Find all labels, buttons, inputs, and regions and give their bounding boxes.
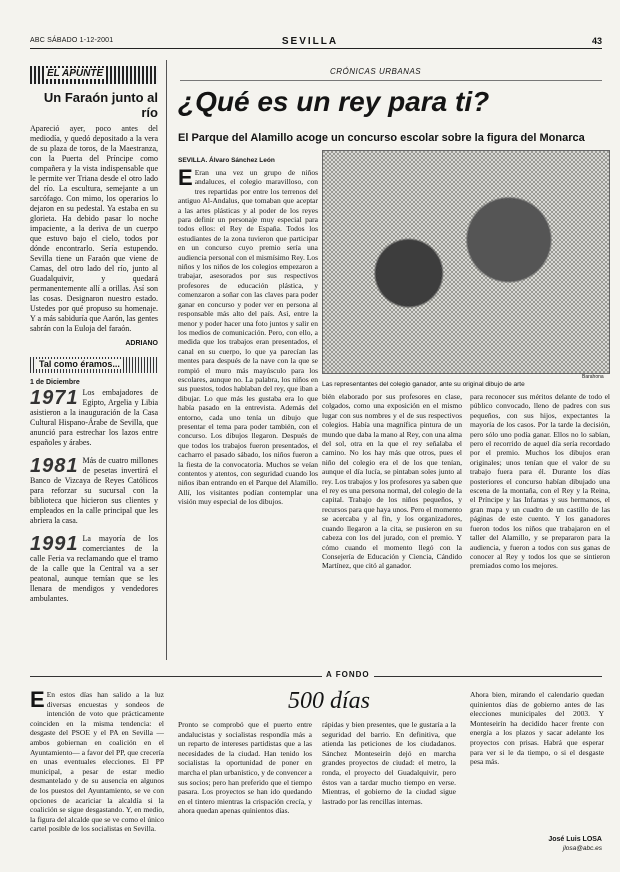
opinion-col3-text: rápidas y bien presentes, que le gustaría a la seguridad del barrio. En definitiva, que atienda las peticiones de los ciudadanos. Sánchez Monteseirín dejó en marcha grandes proyectos de ciudad: el metro, la ronda, el proyecto del Guadalquivir, pero éstos van a tardar mucho tiempo en verse. Mientras, el gobierno de la ciudad sigue lastrado por las rencillas internas.	[322, 720, 456, 806]
opinion-col1-text: En estos días han salido a la luz diversas encuestas y sondeos de intención de voto que prácticamente coinciden en la misma tendencia: el desgaste del PSOE y el PA en Sevilla —ambos gobiernan en coalición en el Ayuntamiento— a favor del PP, que crecería en unas eventuales elecciones. El PP municipal, a pesar de estar medio desmantelado y de su ausencia en algunos de los puestos del Ayuntamiento, se ve con opciones de acariciar la alcaldía si la coalición se sigue desgastando. Y, en medio, la figura del alcalde que se ve como el único cartel posible de los socialistas en Sevilla.	[30, 690, 164, 834]
kicker-rule	[180, 80, 602, 81]
opinion-column-3	[322, 720, 456, 864]
drop-cap: E	[178, 168, 193, 190]
article-col2-text: Pero, con ello, a medida que los trabajos eran presentados, el canal en su cuerpo, lo que ya parecían las mentes para después de la nave con la que se rompió el muro más mayúsculo para los escolares, aunque no. La palabra, los niños en sus puestos, todos hablaban del rey, que iban a dibujar. Lo que más les gustaba era lo que había pasado en la entrevista. Además del entorno, cada uno tenía un dibujo que presentar el tema para poder también, con el concurso. Los dibujos llegaron. Después de que todos los trabajos fueron presentados, el cacharro el pasado sábado, los niños fueron a la fiesta de la convocatoria. Muchos se veían contentos y atentos, con seguridad cuando los niños iban entrando en el Parque del Alamillo. Allí, los visitantes podían contemplar una visión muy especial de los dibujos.	[178, 327, 318, 507]
article-col1-text: Eran una vez un grupo de niños andaluces, el colegio maravilloso, con tres repartidas por entre los terrenos del antiguo Al-Andalus, que tomaban que aceptar a las artes plásticas y al poder de los reyes para definir un personaje muy especial para todos ellos: el Rey de España. Todos los estudiantes de la zona tuvieron que participar en un concurso cuyo premio sería una audiencia personal con el mismísimo Rey. Los niños y los niños de los colegios empezaron a trabajar, asesorados por sus respectivos profesores de educación plástica, y comenzaron a soñar con las claves para poder ganar en concurso y poder ver en persona al responsable más alto del país. Así, entre la menor y poder hacer una foto juntos y salir en los medios de comunicación.	[178, 168, 318, 337]
opinion-title: 500 días	[288, 688, 371, 714]
header-rule	[30, 48, 602, 49]
article-headline: ¿Qué es un rey para ti?	[178, 86, 490, 117]
apunte-text: Apareció ayer, poco antes del mediodía, y quedó depositado a la vera de su plaza de toros, de la Maestranza, con la Puerta del Príncipe como compañera y la vista indispensable que le permite ver Triana desde el otro lado del río. La escultura, semejante a un sarcófago. Con mimo, los operarios lo dejaron en su pedestal. Ya estaba en su glorieta. Ha debido pasar lo noche impaciente, a la deriva de un cuerpo que estuvo bajo el cielo, todos por dónde encontrarlo. Sería estupendo. Sevilla tiene un Faraón que viene de Camas, del otro lado del río, junto al Guadalquivir, y quedará permanentemente allí a orillas. Así son las cosas. Designaron nuestro estado. Ustedes por qué propuso su homenaje. Y a más sabiduría que Aarón, las gentes sabrán con la Euloja del faraón.	[30, 124, 158, 333]
article-subheadline: El Parque del Alamillo acoge un concurso escolar sobre la figura del Monarca	[178, 132, 585, 144]
opinion-col2-text: Pronto se comprobó que el puerto entre andalucistas y socialistas respondía más a un reparto de intereses partidistas que a las necesidades de la ciudad. Han tenido los socialistas la oportunidad de poner en marcha el plan urbanístico, y de convencer a sus socios; pero han preferido que el tiempo pasara. Los proyectos se han ido quedando en el tintero mientras la crispación crecía, y ahora quedan apenas quinientos días.	[178, 720, 312, 816]
page-number: 43	[591, 36, 602, 46]
column-divider	[166, 60, 167, 660]
article-column-3	[322, 392, 462, 658]
apunte-signature: ADRIANO	[125, 340, 158, 347]
header-date: ABC SÁBADO 1-12-2001	[30, 37, 114, 44]
apunte-label: EL APUNTE	[44, 68, 106, 79]
photo-caption: Las representantes del colegio ganador, ante su original dibujo de arte	[322, 381, 525, 388]
efemeride-year: 1981	[30, 456, 79, 477]
opinion-email: jlosa@abc.es	[562, 845, 602, 852]
tal-como-eramos-label: Tal como éramos...	[36, 359, 123, 369]
opinion-author: José Luis LOSA	[548, 836, 602, 843]
efemeride-text: Más de cuatro millones de pesetas invertirá el Banco de Vizcaya de Reyes Católicos para reforzar su sucursal con la biblioteca que hicieron sus clientes y empleados en la calle principal que les abriera la casa.	[30, 456, 158, 525]
article-column-4	[470, 392, 610, 658]
article-photo	[322, 150, 610, 374]
apunte-title: Un Faraón junto al río	[43, 90, 158, 120]
efemeride-text: Los embajadores de Egipto, Argelia y Libia asistieron a la inauguración de la Casa Cultural Hispano-Árabe de Sevilla, que anunció para estrechar los lazos entre españoles y árabes.	[30, 388, 158, 447]
article-column-1	[178, 168, 318, 658]
article-col4-text: para reconocer sus méritos delante de todo el público convocado, lleno de padres con sus pequeños, con sus hijos, expectantes la mayoría de los casos. Por la tarde la decisión, pero sólo uno podía ganar. Ellos no lo sabían, pero el recorrido de aquel día sería recordado por el premio. Muchos los dibujos eran originales; unos tenían que el valor de su trabajo fuera para él. Durante los días posteriores el concurso habían dibujado una escena de la montaña, con el Rey y la Reina, el Príncipe y las Infantas y sus hermanos, el gran mapa y un cuadro de un castillo de las páginas de este cuento. Y los ganadores fueron todos los niños que trabajaron en el taller del Alamillo, y se prepararon para la audiencia, y fueron a todos con sus ganas de conocer al Rey y todos los que se sintieron premiados como los mejores.	[470, 392, 610, 571]
opinion-column-1	[30, 690, 164, 864]
efemeride-year: 1971	[30, 388, 79, 409]
efemeride-text: La mayoría de los comerciantes de la calle Feria va reclamando que el tramo de la calle que la Central va a ser peatonal, aunque temían que se les llenara de mendigos y vendedores ambulantes.	[30, 534, 158, 603]
section-title: SEVILLA	[281, 36, 339, 47]
tal-como-eramos-bar	[30, 357, 158, 373]
article-col3-text: bién elaborado por sus profesores en clase, colgados, como una exposición en el mismo lugar con sus nombres y el de sus respectivos colegios. Había una magnífica pintura de un mundo que daba la mano al Rey, con una alma del sol, otra en la que el rey señalaba el camino. No los hay más que otros, pues el niño del colegio era el de los que tenían, aunque el día lucía, se pintaban soles junto al rey. Los trabajos y los profesores ya saben que el rey es una persona normal, del colegio de la capital. Trabajo de los niños pequeños, y recursos para que haya unos. Pero el momento se acercaba y al fin, y los organizadores, cuando llegaron a la cita, se pusieron en su cabeza con los del jurado, con el premio. Y cómo cuando el momento llegó con la Consejería de Educación y Ciencia, Cándido Martínez, que citó al ganador.	[322, 392, 462, 571]
opinion-column-2	[178, 720, 312, 864]
photo-credit: Barahona	[582, 374, 604, 380]
opinion-col4-text: Ahora bien, mirando el calendario quedan quinientos días de gobierno antes de las elecciones municipales del 2003. Y Monteseirín ha decidido hacer frente con energía a los plazos y sacar adelante los proyectos con prisas. Habrá que esperar para ver si le da tiempo, o si el desgaste pesa más.	[470, 690, 604, 767]
article-byline: SEVILLA. Álvaro Sánchez León	[178, 157, 275, 164]
article-kicker: CRÓNICAS URBANAS	[330, 67, 422, 76]
efemerides-date: 1 de Diciembre	[30, 379, 80, 386]
apunte-band	[30, 66, 158, 84]
efemeride-year: 1991	[30, 534, 79, 555]
efemeride-entry	[30, 388, 158, 448]
opinion-column-4	[470, 690, 604, 832]
left-column	[30, 66, 158, 612]
opinion-label: A FONDO	[322, 670, 374, 679]
opinion-rule	[30, 676, 602, 677]
efemeride-entry	[30, 456, 158, 526]
drop-cap: E	[30, 690, 45, 712]
efemeride-entry	[30, 534, 158, 604]
